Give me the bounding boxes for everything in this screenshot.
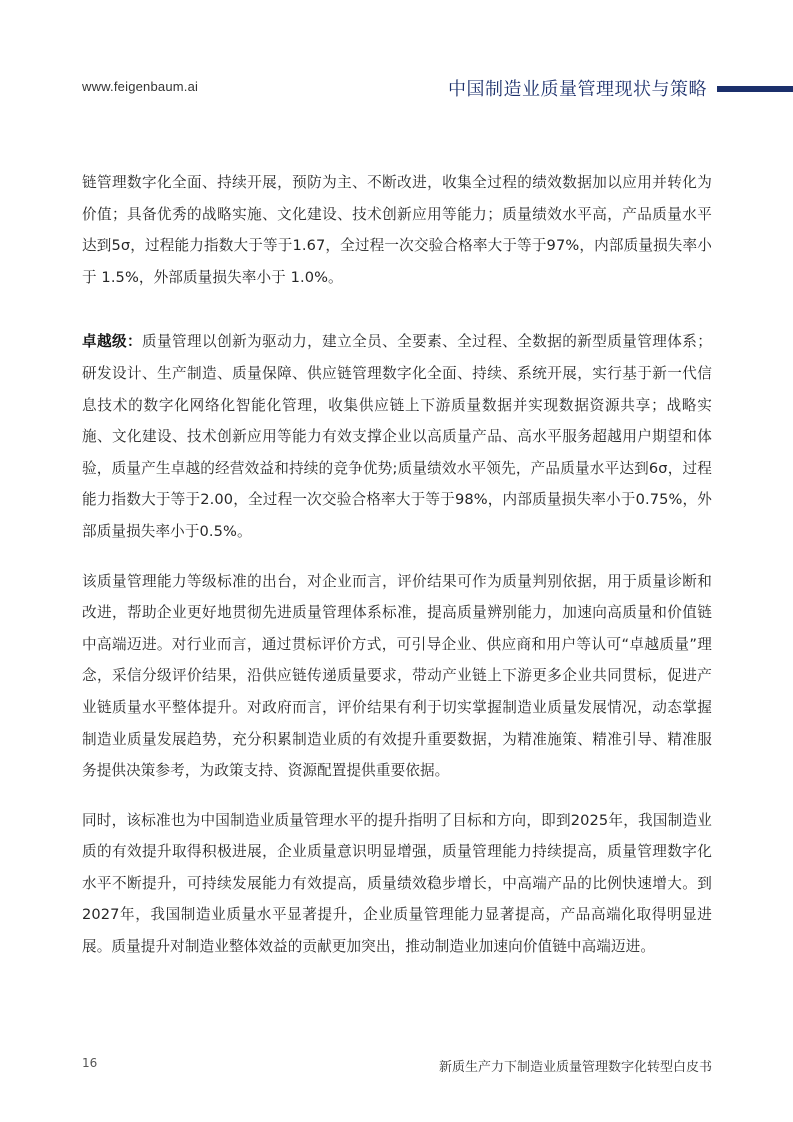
- header-website-url: www.feigenbaum.ai: [82, 79, 199, 94]
- paragraph-excellence-level: [82, 326, 712, 547]
- page-number: 16: [82, 1056, 98, 1070]
- paragraph-3: [82, 566, 712, 787]
- paragraph-text: 链管理数字化全面、持续开展，预防为主、不断改进，收集全过程的绩效数据加以应用并转化为价值；具备优秀的战略实施、文化建设、技术创新应用等能力；质量绩效水平高，产品质量水平达到5σ，过程能力指数大于等于1.67，全过程一次交验合格率大于等于97%，内部质量损失率小于 1.5%，外部质量损失率小于 1.0%。: [82, 174, 712, 286]
- paragraph-text: 质量管理以创新为驱动力，建立全员、全要素、全过程、全数据的新型质量管理体系；研发设计、生产制造、质量保障、供应链管理数字化全面、持续、系统开展，实行基于新一代信息技术的数字化网络化智能化管理，收集供应链上下游质量数据并实现数据资源共享；战略实施、文化建设、技术创新应用等能力有效支撑企业以高质量产品、高水平服务超越用户期望和体验，质量产生卓越的经营效益和持续的竞争优势;质量绩效水平领先，产品质量水平达到6σ，过程能力指数大于等于2.00，全过程一次交验合格率大于等于98%，内部质量损失率小于0.75%，外部质量损失率小于0.5%。: [82, 333, 712, 540]
- paragraph-lead: 卓越级：: [82, 333, 143, 351]
- footer-document-title: 新质生产力下制造业质量管理数字化转型白皮书: [438, 1060, 712, 1075]
- paragraph-4: [82, 805, 712, 963]
- paragraph-text: 该质量管理能力等级标准的出台，对企业而言，评价结果可作为质量判别依据，用于质量诊断和改进，帮助企业更好地贯彻先进质量管理体系标准，提高质量辨别能力，加速向高质量和价值链中高端迈进。对行业而言，通过贯标评价方式，可引导企业、供应商和用户等认可“卓越质量”理念，采信分级评价结果，沿供应链传递质量要求，带动产业链上下游更多企业共同贯标，促进产业链质量水平整体提升。对政府而言，评价结果有利于切实掌握制造业质量发展情况，动态掌握制造业质量发展趋势，充分积累制造业质的有效提升重要数据，为精准施策、精准引导、精准服务提供决策参考，为政策支持、资源配置提供重要依据。: [82, 572, 712, 780]
- header-accent-bar: [717, 86, 793, 92]
- body-content: [82, 167, 712, 963]
- header-section-title: 中国制造业质量管理现状与策略: [448, 79, 707, 100]
- paragraph-1: [82, 167, 712, 293]
- paragraph-text: 同时，该标准也为中国制造业质量管理水平的提升指明了目标和方向，即到2025年，我国制造业质的有效提升取得积极进展，企业质量意识明显增强，质量管理能力持续提高，质量管理数字化水平不断提升，可持续发展能力有效提高，质量绩效稳步增长，中高端产品的比例快速增大。到2027年，我国制造业质量水平显著提升，企业质量管理能力显著提高，产品高端化取得明显进展。质量提升对制造业整体效益的贡献更加突出，推动制造业加速向价值链中高端迈进。: [82, 811, 712, 956]
